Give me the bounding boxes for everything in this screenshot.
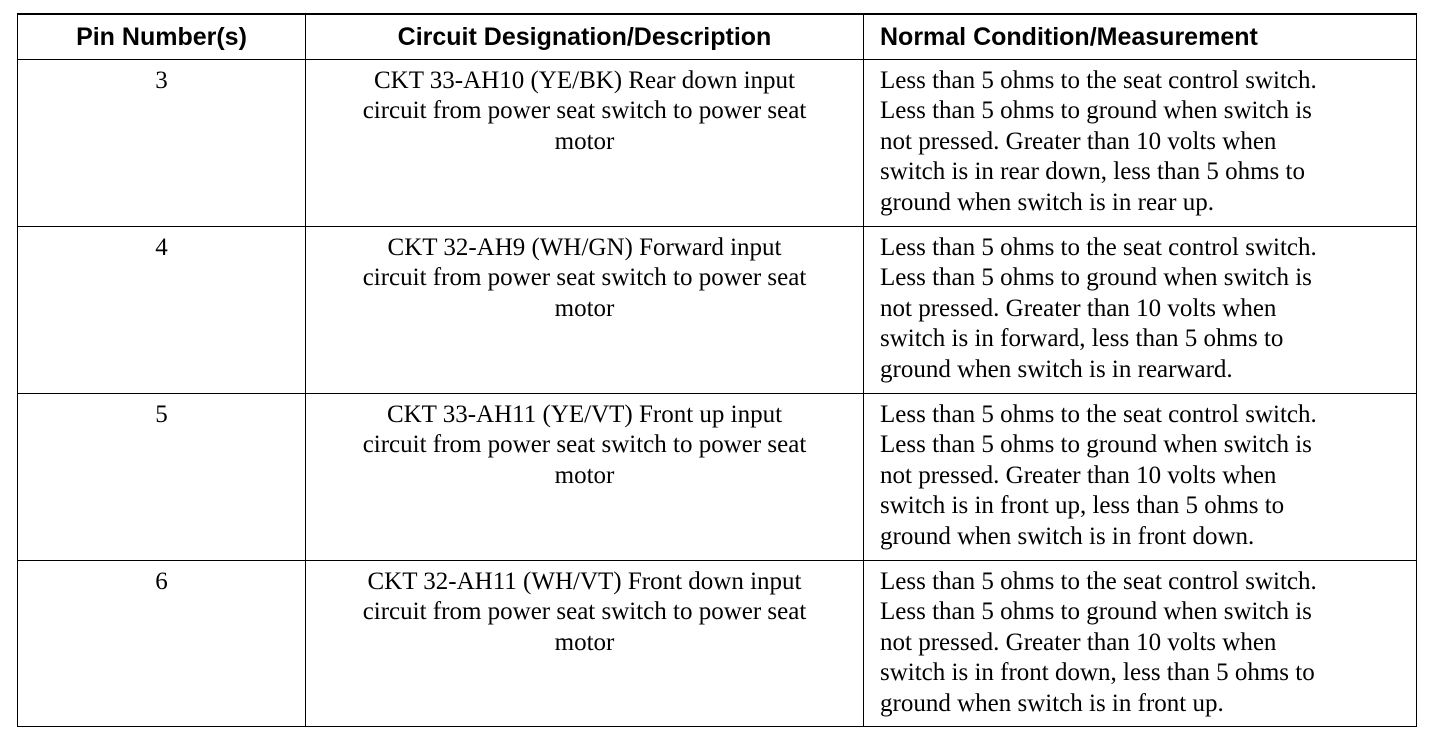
condition-line: Less than 5 ohms to ground when switch is: [880, 598, 1312, 625]
condition-line: not pressed. Greater than 10 volts when: [880, 461, 1277, 489]
circuit-line: circuit from power seat switch to power seat: [362, 431, 807, 458]
header-row: [18, 14, 1417, 59]
circuit-line: CKT 33-AH11 (YE/VT) Front up input: [386, 400, 783, 428]
header-normal-condition: Normal Condition/Measurement: [864, 14, 1417, 59]
table-row: [18, 226, 1417, 393]
circuit-line: circuit from power seat switch to power seat: [362, 97, 807, 124]
condition-line: switch is in front down, less than 5 ohms to: [880, 659, 1315, 686]
circuit-line: motor: [554, 628, 615, 656]
condition-line: Less than 5 ohms to ground when switch is: [880, 431, 1312, 458]
circuit-line: circuit from power seat switch to power seat: [362, 598, 807, 625]
header-pin-number: Pin Number(s): [18, 14, 306, 59]
circuit-line: motor: [554, 127, 615, 155]
condition-line: ground when switch is in rear up.: [880, 188, 1214, 216]
circuit-description-cell: [306, 560, 864, 726]
circuit-description-cell: [306, 226, 864, 393]
header-circuit-designation: Circuit Designation/Description: [306, 14, 864, 59]
condition-line: ground when switch is in rearward.: [880, 355, 1233, 383]
circuit-description-cell: [306, 393, 864, 560]
condition-line: not pressed. Greater than 10 volts when: [880, 127, 1277, 155]
condition-line: not pressed. Greater than 10 volts when: [880, 294, 1277, 322]
normal-condition-cell: [864, 560, 1417, 726]
circuit-line: motor: [554, 294, 615, 322]
table-row: [18, 393, 1417, 560]
table-row: [18, 59, 1417, 226]
condition-line: Less than 5 ohms to ground when switch is: [880, 97, 1312, 124]
condition-line: ground when switch is in front down.: [880, 522, 1255, 550]
condition-line: not pressed. Greater than 10 volts when: [880, 628, 1277, 656]
circuit-line: CKT 32-AH9 (WH/GN) Forward input: [387, 233, 782, 261]
condition-line: Less than 5 ohms to the seat control switch.: [880, 66, 1317, 94]
pin-number-cell: 3: [18, 59, 306, 226]
pin-description-table: [17, 13, 1417, 727]
circuit-description-cell: [306, 59, 864, 226]
condition-line: Less than 5 ohms to ground when switch is: [880, 264, 1312, 291]
pin-number-cell: 6: [18, 560, 306, 726]
condition-line: switch is in front up, less than 5 ohms to: [880, 492, 1285, 519]
condition-line: Less than 5 ohms to the seat control switch.: [880, 567, 1317, 595]
table-row: [18, 560, 1417, 726]
circuit-line: CKT 33-AH10 (YE/BK) Rear down input: [373, 66, 796, 94]
condition-line: switch is in rear down, less than 5 ohms to: [880, 158, 1305, 185]
normal-condition-cell: [864, 393, 1417, 560]
condition-line: ground when switch is in front up.: [880, 689, 1224, 717]
normal-condition-cell: [864, 59, 1417, 226]
condition-line: Less than 5 ohms to the seat control switch.: [880, 233, 1317, 261]
pin-number-cell: 4: [18, 226, 306, 393]
table-body: [18, 59, 1417, 726]
normal-condition-cell: [864, 226, 1417, 393]
condition-line: Less than 5 ohms to the seat control switch.: [880, 400, 1317, 428]
table-header: [18, 14, 1417, 59]
pin-number-cell: 5: [18, 393, 306, 560]
condition-line: switch is in forward, less than 5 ohms to: [880, 325, 1284, 352]
circuit-line: motor: [554, 461, 615, 489]
circuit-line: CKT 32-AH11 (WH/VT) Front down input: [367, 567, 802, 595]
circuit-line: circuit from power seat switch to power seat: [362, 264, 807, 291]
